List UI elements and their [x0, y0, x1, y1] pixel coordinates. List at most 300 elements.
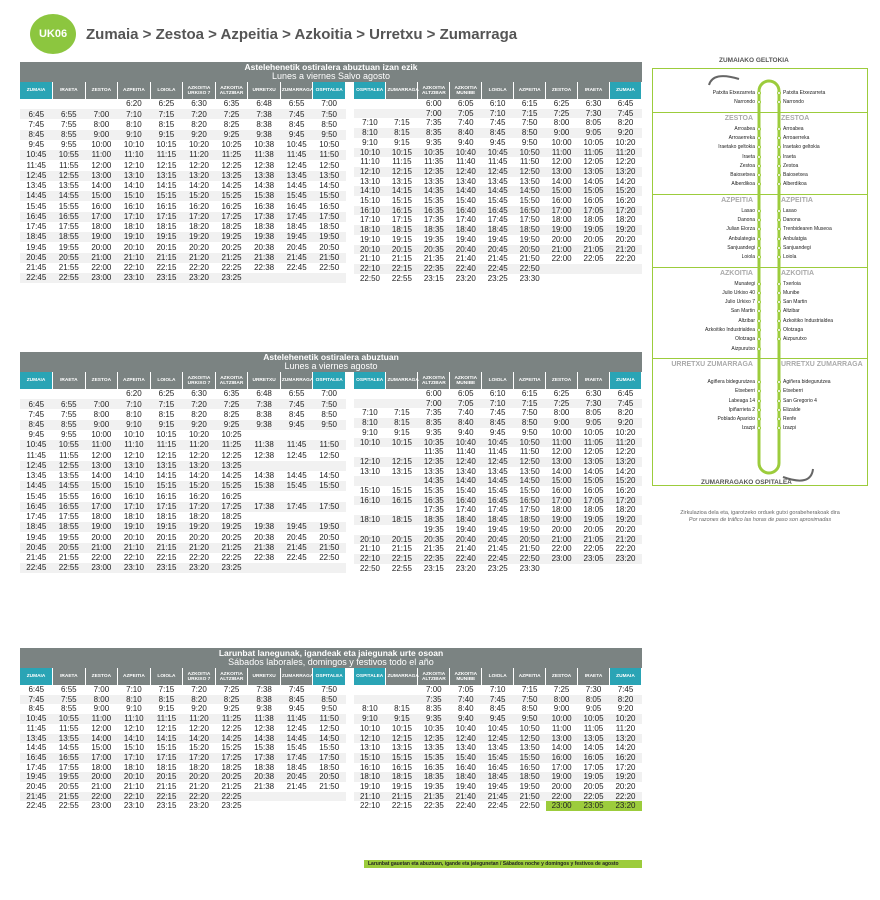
table-row [354, 554, 642, 564]
time-cell: 21:38 [248, 543, 281, 553]
time-cell: 18:20 [615, 215, 636, 225]
table-row [354, 274, 642, 284]
time-cell: 9:20 [183, 420, 216, 430]
map-stop-dot [757, 246, 761, 250]
map-stop-right: Renfe [783, 416, 797, 423]
time-cell: 21:10 [123, 782, 144, 792]
time-cell: 16:55 [53, 212, 86, 222]
map-stop-dot [777, 408, 781, 412]
time-cell: 19:00 [546, 225, 578, 235]
time-cell: 22:40 [455, 801, 476, 811]
time-cell: 12:15 [386, 457, 418, 467]
time-cell: 7:00 [93, 685, 110, 694]
footnote: Larunbat gauetan eta abuztuan, igande eta jaiegunetan / Sábados noche y domingos y festivos de agosto [364, 860, 642, 868]
map-stop-left: Agiñera bidegurutzea [707, 378, 755, 385]
time-cell: 10:00 [551, 137, 572, 147]
time-cell: 20:38 [254, 532, 275, 542]
time-cell [248, 491, 281, 501]
time-cell: 10:45 [482, 438, 514, 448]
time-cell: 7:00 [418, 399, 450, 409]
block-title-spanish: Lunes a viernes Salvo agosto [271, 71, 391, 81]
map-stop-left: Altzibar [738, 317, 755, 324]
table-row [20, 532, 346, 542]
time-cell: 13:20 [610, 734, 642, 744]
time-cell [248, 563, 281, 573]
time-cell: 19:50 [519, 524, 540, 534]
table-row [20, 109, 346, 119]
time-cell: 17:00 [551, 762, 572, 772]
time-cell: 8:25 [223, 409, 240, 419]
time-cell [313, 563, 346, 573]
time-cell: 15:00 [546, 476, 578, 486]
time-cell: 20:50 [514, 535, 546, 545]
time-cell [386, 109, 418, 119]
time-cell: 15:55 [58, 491, 79, 501]
time-cell: 8:50 [521, 704, 538, 714]
time-cell: 8:45 [280, 695, 313, 705]
time-cell: 13:15 [150, 461, 183, 471]
time-cell: 17:45 [487, 505, 508, 515]
time-cell: 9:35 [426, 427, 442, 437]
time-cell: 9:10 [118, 420, 151, 430]
time-cell: 7:50 [514, 695, 546, 705]
table-row [20, 801, 346, 811]
time-cell: 15:25 [215, 191, 248, 201]
time-cell: 8:40 [457, 704, 474, 714]
time-cell: 7:10 [118, 399, 151, 409]
time-cell: 8:45 [482, 418, 514, 428]
map-stop-right: Zestoa [783, 162, 799, 169]
time-cell: 8:45 [489, 704, 506, 714]
map-stop-dot [777, 218, 781, 222]
time-cell: 22:15 [386, 554, 418, 564]
map-town-label: AZPEITIA [721, 196, 753, 204]
time-cell: 16:05 [583, 196, 604, 206]
table-row [354, 99, 642, 109]
time-cell: 22:50 [519, 801, 540, 811]
time-cell [354, 99, 386, 109]
time-cell: 14:50 [514, 186, 546, 196]
time-cell: 18:40 [450, 225, 482, 235]
time-cell: 14:20 [183, 734, 216, 744]
time-cell: 7:38 [256, 685, 272, 694]
time-cell [354, 505, 386, 515]
time-cell: 21:35 [418, 792, 450, 802]
time-cell: 15:38 [254, 743, 275, 753]
map-stop-right: Narrondo [783, 99, 804, 106]
time-cell: 14:38 [254, 471, 275, 481]
time-cell: 14:25 [221, 181, 242, 191]
map-stop-dot [777, 209, 781, 213]
time-cell [280, 512, 313, 522]
time-cell: 11:20 [183, 150, 216, 160]
time-cell: 7:40 [457, 118, 474, 128]
table-row [354, 476, 642, 486]
time-cell: 22:10 [123, 553, 144, 563]
time-cell: 15:40 [455, 486, 476, 496]
table-row [354, 525, 642, 535]
time-cell: 13:10 [118, 461, 151, 471]
time-cell: 22:00 [91, 263, 112, 273]
time-cell: 18:50 [319, 762, 340, 772]
stop-header: ZUMAIA [20, 668, 53, 685]
map-stop-right: Olotzaga [783, 327, 804, 333]
map-stop-dot [777, 127, 781, 131]
time-cell: 19:40 [455, 234, 476, 244]
time-cell: 23:15 [156, 801, 177, 811]
time-cell: 20:35 [418, 245, 450, 255]
time-cell: 18:15 [156, 762, 177, 772]
time-cell: 17:40 [455, 505, 476, 515]
time-cell: 11:50 [313, 714, 346, 724]
time-cell: 19:55 [58, 532, 79, 542]
time-cell: 9:05 [578, 128, 610, 138]
time-cell: 18:45 [286, 762, 307, 772]
time-cell: 6:45 [28, 685, 45, 694]
time-cell: 20:20 [615, 524, 636, 534]
time-cell [313, 273, 346, 283]
map-stop-dot [757, 127, 761, 131]
time-cell: 11:10 [118, 714, 151, 724]
time-cell: 8:20 [617, 118, 634, 128]
time-cell: 19:35 [423, 782, 444, 792]
time-cell: 11:05 [578, 438, 610, 448]
time-cell: 13:20 [610, 457, 642, 467]
time-cell: 11:45 [280, 150, 313, 160]
time-cell: 9:40 [457, 427, 474, 437]
map-stop-left: Julio Urkixo 7 [724, 299, 755, 306]
stop-header: LOIOLA [150, 668, 183, 685]
time-cell: 20:50 [319, 242, 340, 252]
table-row [20, 160, 346, 170]
time-cell: 20:50 [313, 772, 346, 782]
time-cell: 15:15 [156, 743, 177, 753]
time-cell [20, 99, 53, 109]
time-cell: 9:50 [514, 714, 546, 724]
map-stop-dot [777, 136, 781, 140]
time-cell: 10:00 [546, 714, 578, 724]
time-cell [280, 801, 313, 811]
stop-header: OSPITALEA [354, 668, 386, 685]
table-row [20, 543, 346, 553]
time-cell: 7:45 [617, 685, 634, 694]
time-cell: 8:55 [61, 704, 77, 714]
time-cell: 7:38 [248, 109, 281, 119]
time-cell: 11:25 [215, 714, 248, 724]
time-cell [354, 399, 386, 409]
time-cell: 12:38 [254, 160, 275, 170]
time-cell: 14:45 [286, 471, 307, 481]
time-cell: 7:30 [585, 685, 602, 694]
time-cell: 11:20 [610, 148, 642, 158]
time-cell: 23:00 [85, 563, 118, 573]
stop-header: AZKOITIA ALTZIBAR [418, 372, 450, 389]
time-cell: 15:55 [58, 201, 79, 211]
time-cell: 11:20 [610, 438, 642, 448]
table-row [354, 167, 642, 177]
time-cell: 20:38 [248, 772, 281, 782]
time-cell: 10:45 [482, 148, 514, 158]
table-row [354, 714, 642, 724]
time-cell: 19:45 [20, 772, 53, 782]
table-row [354, 408, 642, 418]
table-row [354, 118, 642, 128]
time-cell: 23:20 [455, 273, 476, 283]
time-cell: 18:40 [450, 772, 482, 782]
time-cell: 18:45 [482, 225, 514, 235]
time-cell: 22:50 [514, 264, 546, 274]
time-cell: 15:10 [123, 743, 144, 753]
time-cell [313, 512, 346, 522]
time-cell [248, 512, 281, 522]
time-cell: 11:55 [59, 723, 79, 733]
time-cell: 23:15 [150, 563, 183, 573]
map-stop-right: San Martin [783, 299, 808, 306]
time-cell: 15:35 [423, 196, 444, 206]
time-cell: 7:25 [215, 109, 248, 119]
time-cell: 17:00 [85, 212, 118, 222]
stop-header: AZPEITIA [514, 668, 546, 685]
time-cell: 15:50 [319, 743, 340, 753]
table-row [354, 505, 642, 515]
time-cell: 21:00 [546, 245, 578, 255]
stop-header: ZUMAIA [610, 668, 642, 685]
time-cell: 13:45 [487, 466, 508, 476]
time-cell: 21:25 [221, 782, 242, 792]
time-cell: 17:20 [183, 502, 216, 512]
time-cell: 17:25 [215, 753, 248, 763]
map-stop-right: Baiosetxea [783, 172, 808, 179]
stop-header: ZUMARRAGA [280, 82, 313, 99]
map-town-label: URRETXU ZUMARRAGA [781, 360, 863, 368]
map-stop-right: Iraetako geltokia [783, 144, 820, 151]
time-cell [248, 273, 281, 283]
time-cell: 11:00 [546, 148, 578, 158]
time-cell: 15:45 [286, 743, 307, 753]
time-cell: 6:05 [457, 389, 474, 398]
time-cell: 9:45 [489, 137, 506, 147]
block-title-basque: Astelehenetik ostiralera abuztuan [263, 352, 399, 362]
time-cell: 20:40 [450, 245, 482, 255]
table-row [354, 447, 642, 457]
stop-header: ZUMAIA [20, 82, 53, 99]
time-cell: 17:50 [313, 753, 346, 763]
time-cell: 23:20 [610, 801, 642, 811]
time-cell: 22:00 [551, 544, 572, 554]
time-cell: 13:00 [85, 461, 118, 471]
time-cell: 8:20 [610, 695, 642, 705]
time-cell: 17:00 [546, 496, 578, 506]
time-cell: 10:10 [354, 438, 386, 448]
time-cell: 15:00 [85, 481, 118, 491]
time-cell: 22:05 [583, 254, 604, 264]
table-row [354, 128, 642, 138]
time-cell: 21:20 [610, 535, 642, 545]
time-cell: 9:10 [126, 704, 142, 714]
time-cell: 9:25 [215, 130, 248, 140]
stop-header: AZKOITIA URKIXO 7 [183, 668, 216, 685]
time-cell: 15:10 [359, 486, 380, 496]
stop-header: ZUMARRAGA [386, 668, 418, 685]
table-row [20, 481, 346, 491]
table-row [354, 772, 642, 782]
block-title [20, 648, 642, 668]
time-cell: 7:10 [362, 408, 378, 418]
time-cell: 16:20 [188, 201, 210, 211]
schedule-table-out [20, 372, 346, 573]
time-cell: 19:00 [85, 522, 118, 532]
time-cell: 10:15 [386, 148, 418, 158]
time-cell: 14:20 [615, 176, 636, 186]
time-cell [610, 264, 642, 274]
table-row [354, 457, 642, 467]
time-cell: 10:20 [610, 714, 642, 724]
time-cell: 16:40 [455, 762, 476, 772]
time-cell: 14:10 [354, 186, 386, 196]
stop-header: ZUMAIA [610, 372, 642, 389]
map-stop-right: Munibe [783, 289, 800, 296]
time-cell: 20:20 [183, 772, 216, 782]
time-cell: 8:50 [313, 695, 346, 705]
time-cell: 12:10 [354, 167, 386, 177]
time-cell: 8:20 [617, 408, 634, 418]
time-cell: 17:45 [26, 512, 47, 522]
time-cell [280, 563, 313, 573]
map-stop-dot [777, 155, 781, 159]
time-cell: 22:25 [221, 553, 242, 563]
time-cell: 18:00 [91, 512, 112, 522]
map-stop-right: Lasao [783, 207, 797, 214]
time-cell: 9:15 [386, 714, 418, 724]
map-stop-right: Loiola [783, 254, 797, 261]
time-cell: 23:15 [423, 563, 444, 573]
time-cell: 11:00 [85, 150, 118, 160]
table-row [20, 450, 346, 460]
time-cell: 17:20 [183, 212, 216, 222]
time-cell: 17:55 [58, 762, 79, 772]
time-cell: 18:35 [418, 772, 450, 782]
time-cell: 20:10 [354, 535, 386, 545]
time-cell: 9:25 [215, 420, 248, 430]
time-cell [248, 430, 281, 440]
time-cell: 14:15 [156, 471, 177, 481]
time-cell: 13:45 [487, 743, 508, 753]
time-cell: 9:20 [610, 418, 642, 428]
time-cell: 15:45 [26, 201, 47, 211]
table-row [354, 235, 642, 245]
map-stop-left: Sanjuandegi [727, 244, 755, 251]
time-cell: 11:00 [546, 438, 578, 448]
stop-header: IRAETA [53, 82, 86, 99]
time-cell: 16:45 [487, 762, 508, 772]
time-cell: 19:50 [519, 234, 540, 244]
time-cell: 18:00 [91, 762, 112, 772]
time-cell: 18:00 [551, 505, 572, 515]
time-cell: 9:38 [248, 420, 281, 430]
time-cell: 11:45 [280, 440, 313, 450]
time-cell: 15:00 [91, 743, 112, 753]
table-row [354, 206, 642, 216]
time-cell: 18:10 [354, 515, 386, 525]
map-stop-left: Patxita Etxezarreta [712, 90, 755, 96]
time-cell: 9:10 [362, 427, 378, 437]
time-cell: 10:55 [53, 440, 86, 450]
map-stop-left: Alberdikoa [731, 181, 755, 188]
time-cell: 20:15 [156, 242, 177, 252]
time-cell: 21:15 [150, 253, 183, 263]
time-cell: 19:00 [85, 232, 118, 242]
time-cell: 22:40 [450, 264, 482, 274]
time-cell: 14:10 [123, 181, 144, 191]
time-cell: 22:10 [354, 554, 386, 564]
time-cell [386, 476, 418, 486]
map-town-label: ZESTOA [781, 114, 810, 122]
time-cell: 14:40 [450, 476, 482, 486]
time-cell: 10:35 [423, 723, 444, 733]
time-cell: 15:05 [578, 476, 610, 486]
table-row [20, 130, 346, 140]
time-cell: 21:00 [91, 782, 112, 792]
time-cell: 12:45 [20, 461, 53, 471]
map-stop-left: Labeaga 14 [728, 397, 755, 404]
map-stop-dot [777, 291, 781, 295]
time-cell: 13:38 [248, 171, 281, 181]
map-stop-dot [757, 155, 761, 159]
time-cell: 7:40 [450, 695, 482, 705]
time-cell: 9:55 [61, 430, 77, 440]
time-cell: 9:50 [521, 427, 538, 437]
time-cell: 13:00 [546, 457, 578, 467]
note-basque: Zirkulazioa dela eta, igarotzeko orduek gutxi gorabeherakoak dira [680, 510, 840, 516]
time-cell: 15:38 [248, 481, 281, 491]
time-cell: 10:50 [514, 148, 546, 158]
map-stop-dot [777, 328, 781, 332]
map-stop-left: Narrondo [734, 99, 755, 106]
time-cell: 10:00 [91, 140, 112, 150]
time-cell: 9:00 [93, 704, 110, 714]
map-stop-dot [757, 291, 761, 295]
note-spanish: Por razones de tráfico las horas de paso son aproximadas [688, 517, 832, 523]
time-cell: 15:50 [313, 191, 346, 201]
time-cell: 15:10 [359, 196, 380, 206]
time-cell: 14:38 [248, 734, 281, 744]
time-cell: 9:20 [183, 130, 216, 140]
table-row [354, 418, 642, 428]
time-cell: 12:05 [583, 447, 604, 457]
time-cell: 9:38 [256, 704, 272, 714]
stop-header: AZPEITIA [514, 372, 546, 389]
time-cell: 10:15 [391, 723, 412, 733]
table-row [354, 704, 642, 714]
time-cell: 20:45 [482, 535, 514, 545]
time-cell: 22:50 [514, 554, 546, 564]
time-cell: 12:10 [123, 450, 144, 460]
table-row [354, 138, 642, 148]
time-cell: 21:50 [519, 544, 540, 554]
time-cell: 14:20 [188, 471, 210, 481]
time-cell: 9:20 [191, 704, 207, 714]
time-cell: 19:10 [118, 232, 151, 242]
time-cell: 14:00 [85, 734, 118, 744]
time-cell: 23:00 [85, 273, 118, 283]
time-cell [386, 389, 418, 399]
table-row [20, 714, 346, 724]
time-cell [546, 274, 578, 284]
map-stop-left: Etxeberri [734, 388, 755, 395]
time-cell: 14:38 [254, 181, 275, 191]
map-stop-dot [757, 399, 761, 403]
time-cell: 19:05 [578, 515, 610, 525]
